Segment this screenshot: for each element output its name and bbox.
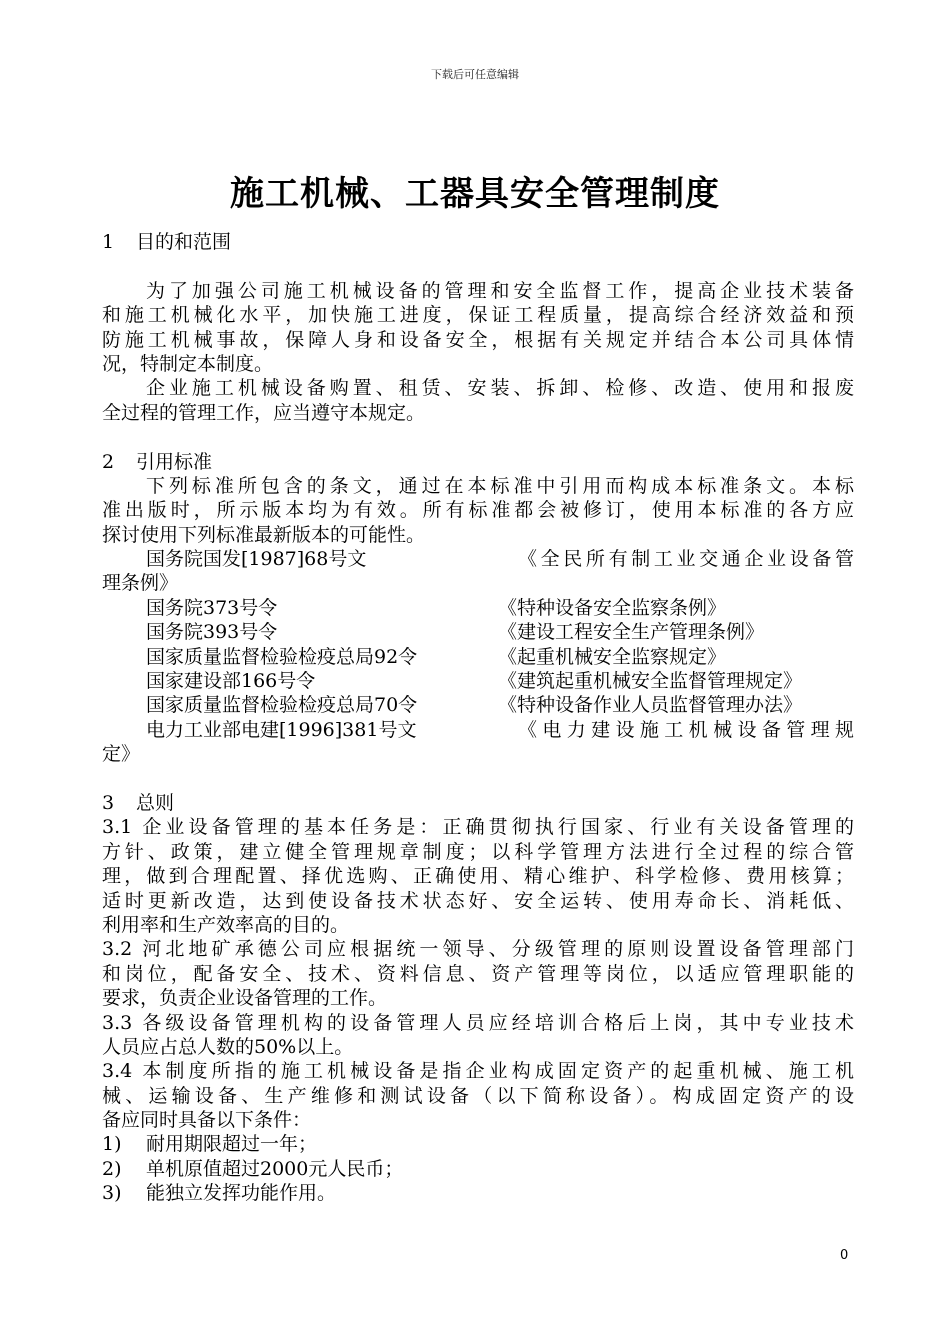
reference-source: 国务院393号令 bbox=[146, 621, 278, 644]
reference-source: 国务院373号令 bbox=[146, 596, 278, 619]
clause-line: 3.4 本制度所指的施工机械设备是指企业构成固定资产的起重机械、施工机 bbox=[102, 1060, 854, 1083]
reference-row bbox=[102, 718, 854, 742]
clause-line: 3.3 各级设备管理机构的设备管理人员应经培训合格后上岗，其中专业技术 bbox=[102, 1011, 854, 1034]
section-number: 2 bbox=[102, 450, 115, 473]
page-number: 0 bbox=[840, 1248, 849, 1263]
paragraph-line: 探讨使用下列标准最新版本的可能性。 bbox=[102, 523, 426, 546]
paragraph-line: 况，特制定本制度。 bbox=[102, 352, 274, 375]
reference-row bbox=[102, 620, 854, 644]
clause-line: 械、运输设备、生产维修和测试设备（以下简称设备）。构成固定资产的设 bbox=[102, 1084, 854, 1107]
clause-line: 利用率和生产效率高的目的。 bbox=[102, 913, 350, 936]
section-number: 3 bbox=[102, 791, 115, 814]
reference-document: 《特种设备作业人员监督管理办法》 bbox=[498, 694, 803, 717]
paragraph-line: 为了加强公司施工机械设备的管理和安全监督工作，提高企业技术装备 bbox=[146, 279, 854, 302]
list-item bbox=[102, 1132, 854, 1156]
reference-document: 《建设工程安全生产管理条例》 bbox=[498, 621, 765, 644]
reference-document: 《电力建设施工机械设备管理规 bbox=[518, 718, 854, 741]
list-item bbox=[102, 1181, 854, 1205]
reference-row bbox=[102, 645, 854, 669]
page-title: 施工机械、工器具安全管理制度 bbox=[230, 174, 720, 214]
list-item bbox=[102, 1157, 854, 1181]
paragraph-line: 和施工机械化水平，加快施工进度，保证工程质量，提高综合经济效益和预 bbox=[102, 304, 854, 327]
list-item-number: 2) bbox=[102, 1157, 122, 1180]
reference-source: 国家质量监督检验检疫总局70令 bbox=[146, 694, 418, 717]
clause-line: 要求，负责企业设备管理的工作。 bbox=[102, 987, 388, 1010]
list-item-number: 1) bbox=[102, 1133, 122, 1156]
paragraph-line: 企业施工机械设备购置、租赁、安装、拆卸、检修、改造、使用和报废 bbox=[146, 377, 854, 400]
clause-line: 方针、政策，建立健全管理规章制度；以科学管理方法进行全过程的综合管 bbox=[102, 840, 854, 863]
clause-line: 备应同时具备以下条件： bbox=[102, 1109, 312, 1132]
list-item-text: 耐用期限超过一年； bbox=[146, 1133, 318, 1156]
reference-row bbox=[102, 693, 854, 717]
list-item-text: 能独立发挥功能作用。 bbox=[146, 1182, 337, 1205]
clause-line: 适时更新改造，达到使设备技术状态好、安全运转、使用寿命长、消耗低、 bbox=[102, 889, 854, 912]
reference-document: 《建筑起重机械安全监督管理规定》 bbox=[498, 670, 803, 693]
list-item-text: 单机原值超过2000元人民币； bbox=[146, 1157, 404, 1180]
section-heading bbox=[102, 230, 854, 254]
reference-source: 电力工业部电建[1996]381号文 bbox=[146, 718, 417, 741]
section-title: 总则 bbox=[136, 791, 175, 814]
reference-continuation: 定》 bbox=[102, 743, 141, 766]
reference-row bbox=[102, 547, 854, 571]
reference-row bbox=[102, 669, 854, 693]
page-header: 下载后可任意编辑 bbox=[431, 68, 519, 81]
clause-line: 理，做到合理配置、择优选购、正确使用、精心维护、科学检修、费用核算； bbox=[102, 865, 854, 888]
clause-line: 3.1 企业设备管理的基本任务是：正确贯彻执行国家、行业有关设备管理的 bbox=[102, 816, 854, 839]
paragraph-line: 准出版时，所示版本均为有效。所有标准都会被修订，使用本标准的各方应 bbox=[102, 499, 854, 522]
reference-document: 《全民所有制工业交通企业设备管 bbox=[518, 548, 854, 571]
reference-row bbox=[102, 596, 854, 620]
document-body bbox=[102, 230, 854, 1206]
section-number: 1 bbox=[102, 231, 115, 253]
section-heading bbox=[102, 791, 854, 815]
clause-line: 和岗位，配备安全、技术、资料信息、资产管理等岗位，以适应管理职能的 bbox=[102, 962, 854, 985]
paragraph-line: 全过程的管理工作，应当遵守本规定。 bbox=[102, 401, 426, 424]
reference-continuation: 理条例》 bbox=[102, 572, 179, 595]
paragraph-line: 下列标准所包含的条文，通过在本标准中引用而构成本标准条文。本标 bbox=[146, 474, 854, 497]
reference-source: 国务院国发[1987]68号文 bbox=[146, 548, 367, 571]
reference-source: 国家质量监督检验检疫总局92令 bbox=[146, 645, 418, 668]
clause-line: 人员应占总人数的50%以上。 bbox=[102, 1035, 354, 1058]
reference-document: 《特种设备安全监察条例》 bbox=[498, 596, 727, 619]
section-title: 目的和范围 bbox=[136, 231, 232, 253]
reference-source: 国家建设部166号令 bbox=[146, 670, 316, 693]
list-item-number: 3) bbox=[102, 1182, 122, 1205]
clause-line: 3.2 河北地矿承德公司应根据统一领导、分级管理的原则设置设备管理部门 bbox=[102, 938, 854, 961]
section-heading bbox=[102, 450, 854, 474]
section-title: 引用标准 bbox=[136, 450, 213, 473]
reference-document: 《起重机械安全监察规定》 bbox=[498, 645, 727, 668]
paragraph-line: 防施工机械事故，保障人身和设备安全，根据有关规定并结合本公司具体情 bbox=[102, 328, 854, 351]
